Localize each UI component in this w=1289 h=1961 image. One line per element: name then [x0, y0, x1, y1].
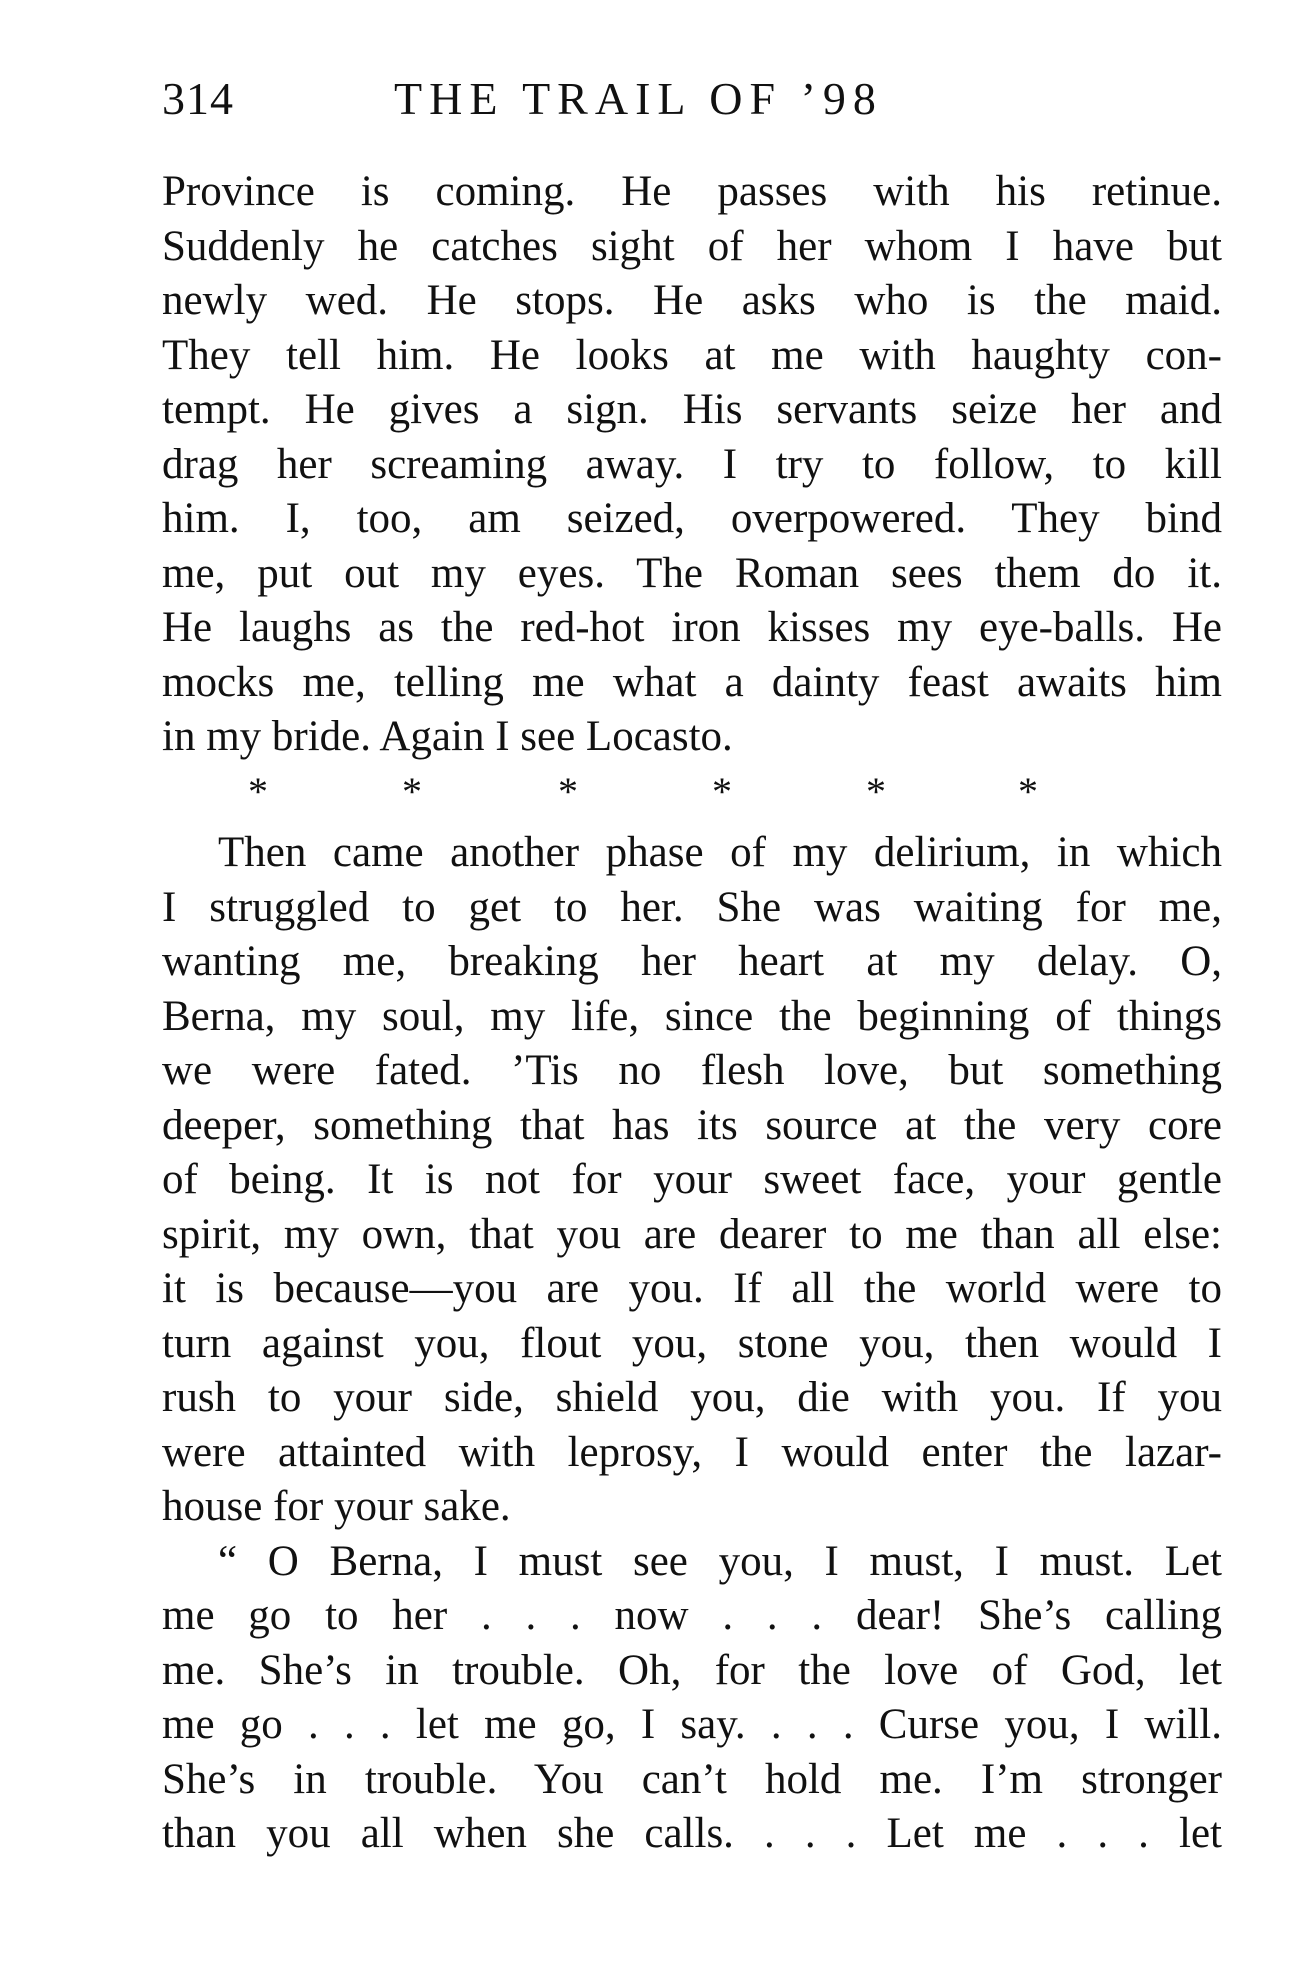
text-line: in my bride. Again I see Locasto.: [162, 713, 733, 760]
page-header: [162, 72, 1222, 132]
text-line: than you all when she calls. . . . Let me . . . let: [162, 1810, 1222, 1857]
text-line: Berna, my soul, my life, since the beginning of things: [162, 992, 1222, 1040]
text-line: him. I, too, am seized, overpowered. They bind: [162, 495, 1222, 542]
text-line: drag her screaming away. I try to follow, to kill: [162, 440, 1222, 488]
paragraph-continued: [162, 165, 1222, 765]
text-line: rush to your side, shield you, die with you. If you: [162, 1374, 1222, 1421]
text-line: Then came another phase of my delirium, in which: [218, 829, 1222, 876]
text-line: deeper, something that has its source at the very core: [162, 1101, 1222, 1149]
text-line: mocks me, telling me what a dainty feast awaits him: [162, 658, 1222, 706]
text-line: He laughs as the red-hot iron kisses my eye-balls. He: [162, 604, 1222, 651]
text-line: me. She’s in trouble. Oh, for the love of God, let: [162, 1646, 1222, 1694]
running-title: THE TRAIL OF ’98: [394, 73, 883, 124]
text-line: newly wed. He stops. He asks who is the maid.: [162, 277, 1222, 324]
scene-break: [162, 769, 1222, 814]
text-line: Province is coming. He passes with his retinue.: [162, 168, 1222, 215]
asterisk: *: [712, 769, 732, 814]
text-line: were attainted with leprosy, I would enter the lazar-: [162, 1428, 1222, 1476]
text-line: “ O Berna, I must see you, I must, I must. Let: [218, 1537, 1222, 1585]
text-line: me, put out my eyes. The Roman sees them do it.: [162, 549, 1222, 597]
text-line: turn against you, flout you, stone you, then would I: [162, 1319, 1222, 1367]
asterisk: *: [1018, 769, 1038, 814]
text-line: we were fated. ’Tis no flesh love, but something: [162, 1047, 1222, 1094]
text-line: They tell him. He looks at me with haughty con-: [162, 331, 1222, 379]
asterisk: *: [248, 769, 268, 814]
text-line: me go to her . . . now . . . dear! She’s calling: [162, 1592, 1222, 1639]
text-line: She’s in trouble. You can’t hold me. I’m stronger: [162, 1755, 1222, 1803]
text-line: tempt. He gives a sign. His servants seize her and: [162, 386, 1222, 433]
asterisk: *: [402, 769, 422, 814]
text-line: it is because—you are you. If all the world were to: [162, 1265, 1222, 1312]
text-line: me go . . . let me go, I say. . . . Curse you, I will.: [162, 1701, 1222, 1748]
text-line: spirit, my own, that you are dearer to me than all else:: [162, 1210, 1222, 1258]
text-line: of being. It is not for your sweet face, your gentle: [162, 1156, 1222, 1203]
text-line: wanting me, breaking her heart at my delay. O,: [162, 938, 1222, 985]
paragraph-delirium: [162, 826, 1222, 1862]
page-number: 314: [162, 73, 234, 124]
text-line: I struggled to get to her. She was waiting for me,: [162, 883, 1222, 931]
text-line: Suddenly he catches sight of her whom I have but: [162, 222, 1222, 270]
text-line: house for your sake.: [162, 1483, 511, 1530]
asterisk: *: [866, 769, 886, 814]
asterisk: *: [558, 769, 578, 814]
